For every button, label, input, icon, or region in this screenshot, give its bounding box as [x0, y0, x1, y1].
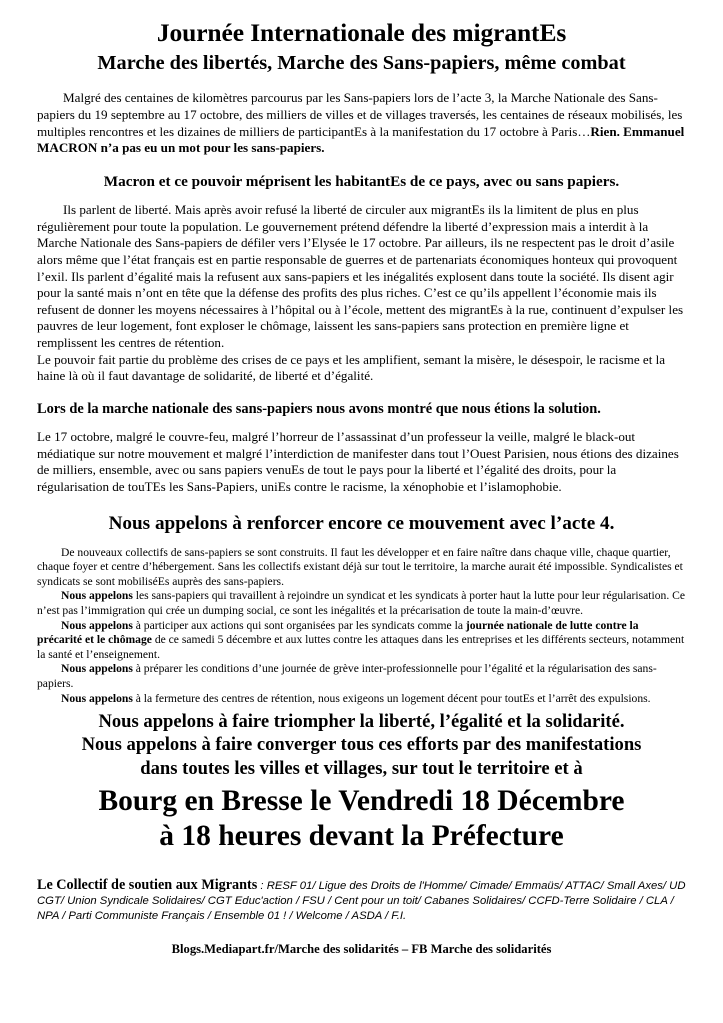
appeal-3-text: à préparer les conditions d’une journée de grève inter-professionnelle pour l’égalité et la régularisation des sans-papiers. — [37, 662, 657, 691]
appeal-1-lead: Nous appelons — [61, 589, 133, 603]
appeal-2-text-a: à participer aux actions qui sont organisées par les syndicats comme la — [132, 618, 466, 632]
heading-acte-4: Nous appelons à renforcer encore ce mouvement avec l’acte 4. — [108, 512, 615, 534]
appeal-2-lead: Nous appelons — [61, 618, 133, 632]
closing-line-1: Nous appelons à faire triompher la liberté, l’égalité et la solidarité. — [98, 711, 625, 733]
appeal-2-text-b: de ce samedi 5 décembre et aux luttes contre les attaques dans les entreprises et les différents secteurs, notamment la santé et l’enseignement. — [37, 633, 685, 661]
spacer — [37, 535, 686, 546]
spacer — [37, 496, 686, 512]
section1-paragraph-1: Ils parlent de liberté. Mais après avoir refusé la liberté de circuler aux migrantEs ils la limitent de plus en plus régulièrement pour toute la population. Le gouvernement prétend défendre la liberté d’expression mais a interdit à la Marche Nationale des Sans-papiers de défiler vers l’Elysée le 17 octobre. Par ailleurs, ils ne respectent pas le droit d’asile alors même que l’état français est en partie responsable de guerres et de partenariats économiques honteux qui provoquent l’exil. Ils parlent d’égalité mais la refusent aux sans-papiers et les inégalités explosent dans toute la société. Ils disent agir pour la santé mais n’ont en tête que la défense des profits des plus riches. C’est ce qu’ils appellent l’économie mais ils refusent de donner les moyens nécessaires à l’hôpital ou à l’école, mettent des migrantEs à la rue, continuent d’expulser les pauvres de leur logement, font exploser le chômage, laissent les sans-papiers sans protection en première ligne et remplissent les centres de rétention. — [37, 202, 684, 350]
spacer — [37, 418, 686, 429]
heading-macron: Macron et ce pouvoir méprisent les habitantEs de ce pays, avec ou sans papiers. — [103, 172, 620, 190]
spacer — [37, 157, 686, 173]
page-subtitle: Marche des libertés, Marche des Sans-papiers, même combat — [97, 51, 626, 74]
closing-line-3: dans toutes les villes et villages, sur tout le territoire et à — [140, 757, 583, 779]
intro-text: Malgré des centaines de kilomètres parcourus par les Sans-papiers lors de l’acte 3, la Marche Nationale des Sans-papiers du 19 septembre au 17 octobre, des milliers de villes et de villages traversés, les centaines de réseaux mobilisés, les multiples rencontres et les dizaines de milliers de participantEs à la manifestation du 17 octobre à Paris… — [37, 90, 683, 139]
appeal-4 — [37, 692, 686, 707]
footer — [37, 876, 686, 958]
heading-marche-nationale: Lors de la marche nationale des sans-papiers nous avons montré que nous étions la solution. — [37, 400, 601, 417]
footer-url: Blogs.Mediapart.fr/Marche des solidarités – FB Marche des solidarités — [171, 942, 552, 957]
section2-paragraph-1: Le 17 octobre, malgré le couvre-feu, malgré l’horreur de l’assassinat d’un professeur la veille, malgré le black-out médiatique sur notre mouvement et malgré l’interdiction de manifester dans tout l’Ouest Parisien, nous étions des dizaines de milliers, ensemble, avec ou sans papiers venuEs de tout le pays pour la liberté et l’égalité des droits, pour la régularisation de touTEs les Sans-Papiers, uniEs contre le racisme, la xénophobie et l’islamophobie. — [37, 429, 679, 495]
intro-paragraph — [37, 90, 686, 157]
section1-paragraph-2: Le pouvoir fait partie du problème des crises de ce pays et les amplifient, semant la misère, le désespoir, le racisme et la haine là où il faut davantage de solidarité, de liberté et d’égalité. — [37, 351, 666, 384]
footer-collective-lead: Le Collectif de soutien aux Migrants — [37, 876, 258, 893]
appeal-2 — [37, 619, 686, 663]
event-time-line: à 18 heures devant la Préfecture — [159, 819, 564, 852]
footer-collective-list: : RESF 01/ Ligue des Droits de l'Homme/ Cimade/ Emmaüs/ ATTAC/ Small Axes/ UD CGT/ Union Syndicale Solidaires/ CGT Educ'action / FSU / Cent pour un toit/ Cabanes Solidaires/ CCFD-Terre Solidaire / CLA / NPA / Parti Communiste Français / Ensemble 01 ! / Welcome / ASDA / F.I. — [37, 879, 686, 923]
footer-collective — [37, 876, 686, 925]
appeal-4-text: à la fermeture des centres de rétention, nous exigeons un logement décent pour toutEs et l’arrêt des expulsions. — [132, 691, 651, 705]
appeal-4-lead: Nous appelons — [61, 691, 133, 705]
appeal-1 — [37, 589, 686, 618]
section3-paragraph-1: De nouveaux collectifs de sans-papiers se sont construits. Il faut les développer et en faire naître dans chaque ville, chaque quartier, chaque foyer et centre d’hébergement. Sans les collectifs existant déjà sur tout le territoire, la marche aurait été impossible. Syndicalistes et syndicats se sont mobiliséEs auprès des sans-papiers. — [37, 545, 683, 588]
appeal-2-bold-highlight: journée nationale de lutte contre la précarité et le chômage — [37, 618, 639, 647]
event-location-line: Bourg en Bresse le Vendredi 18 Décembre — [98, 784, 625, 817]
appeal-1-text: les sans-papiers qui travaillent à rejoindre un syndicat et les syndicats à porter haut la lutte pour leur régularisation. Ce n’est pas l’immigration qui crée un dumping social, ce sont les inégalités et la précarisation de toute la main-d’œuvre. — [37, 589, 686, 618]
intro-bold-text: Rien. Emmanuel MACRON n’a pas eu un mot pour les sans-papiers. — [37, 123, 685, 156]
spacer — [37, 385, 686, 401]
closing-line-2: Nous appelons à faire converger tous ces efforts par des manifestations — [81, 734, 642, 756]
appeal-3-lead: Nous appelons — [61, 662, 133, 676]
spacer — [37, 74, 686, 90]
page-title: Journée Internationale des migrantEs — [156, 18, 567, 47]
appeal-3 — [37, 662, 686, 691]
spacer — [37, 191, 686, 202]
